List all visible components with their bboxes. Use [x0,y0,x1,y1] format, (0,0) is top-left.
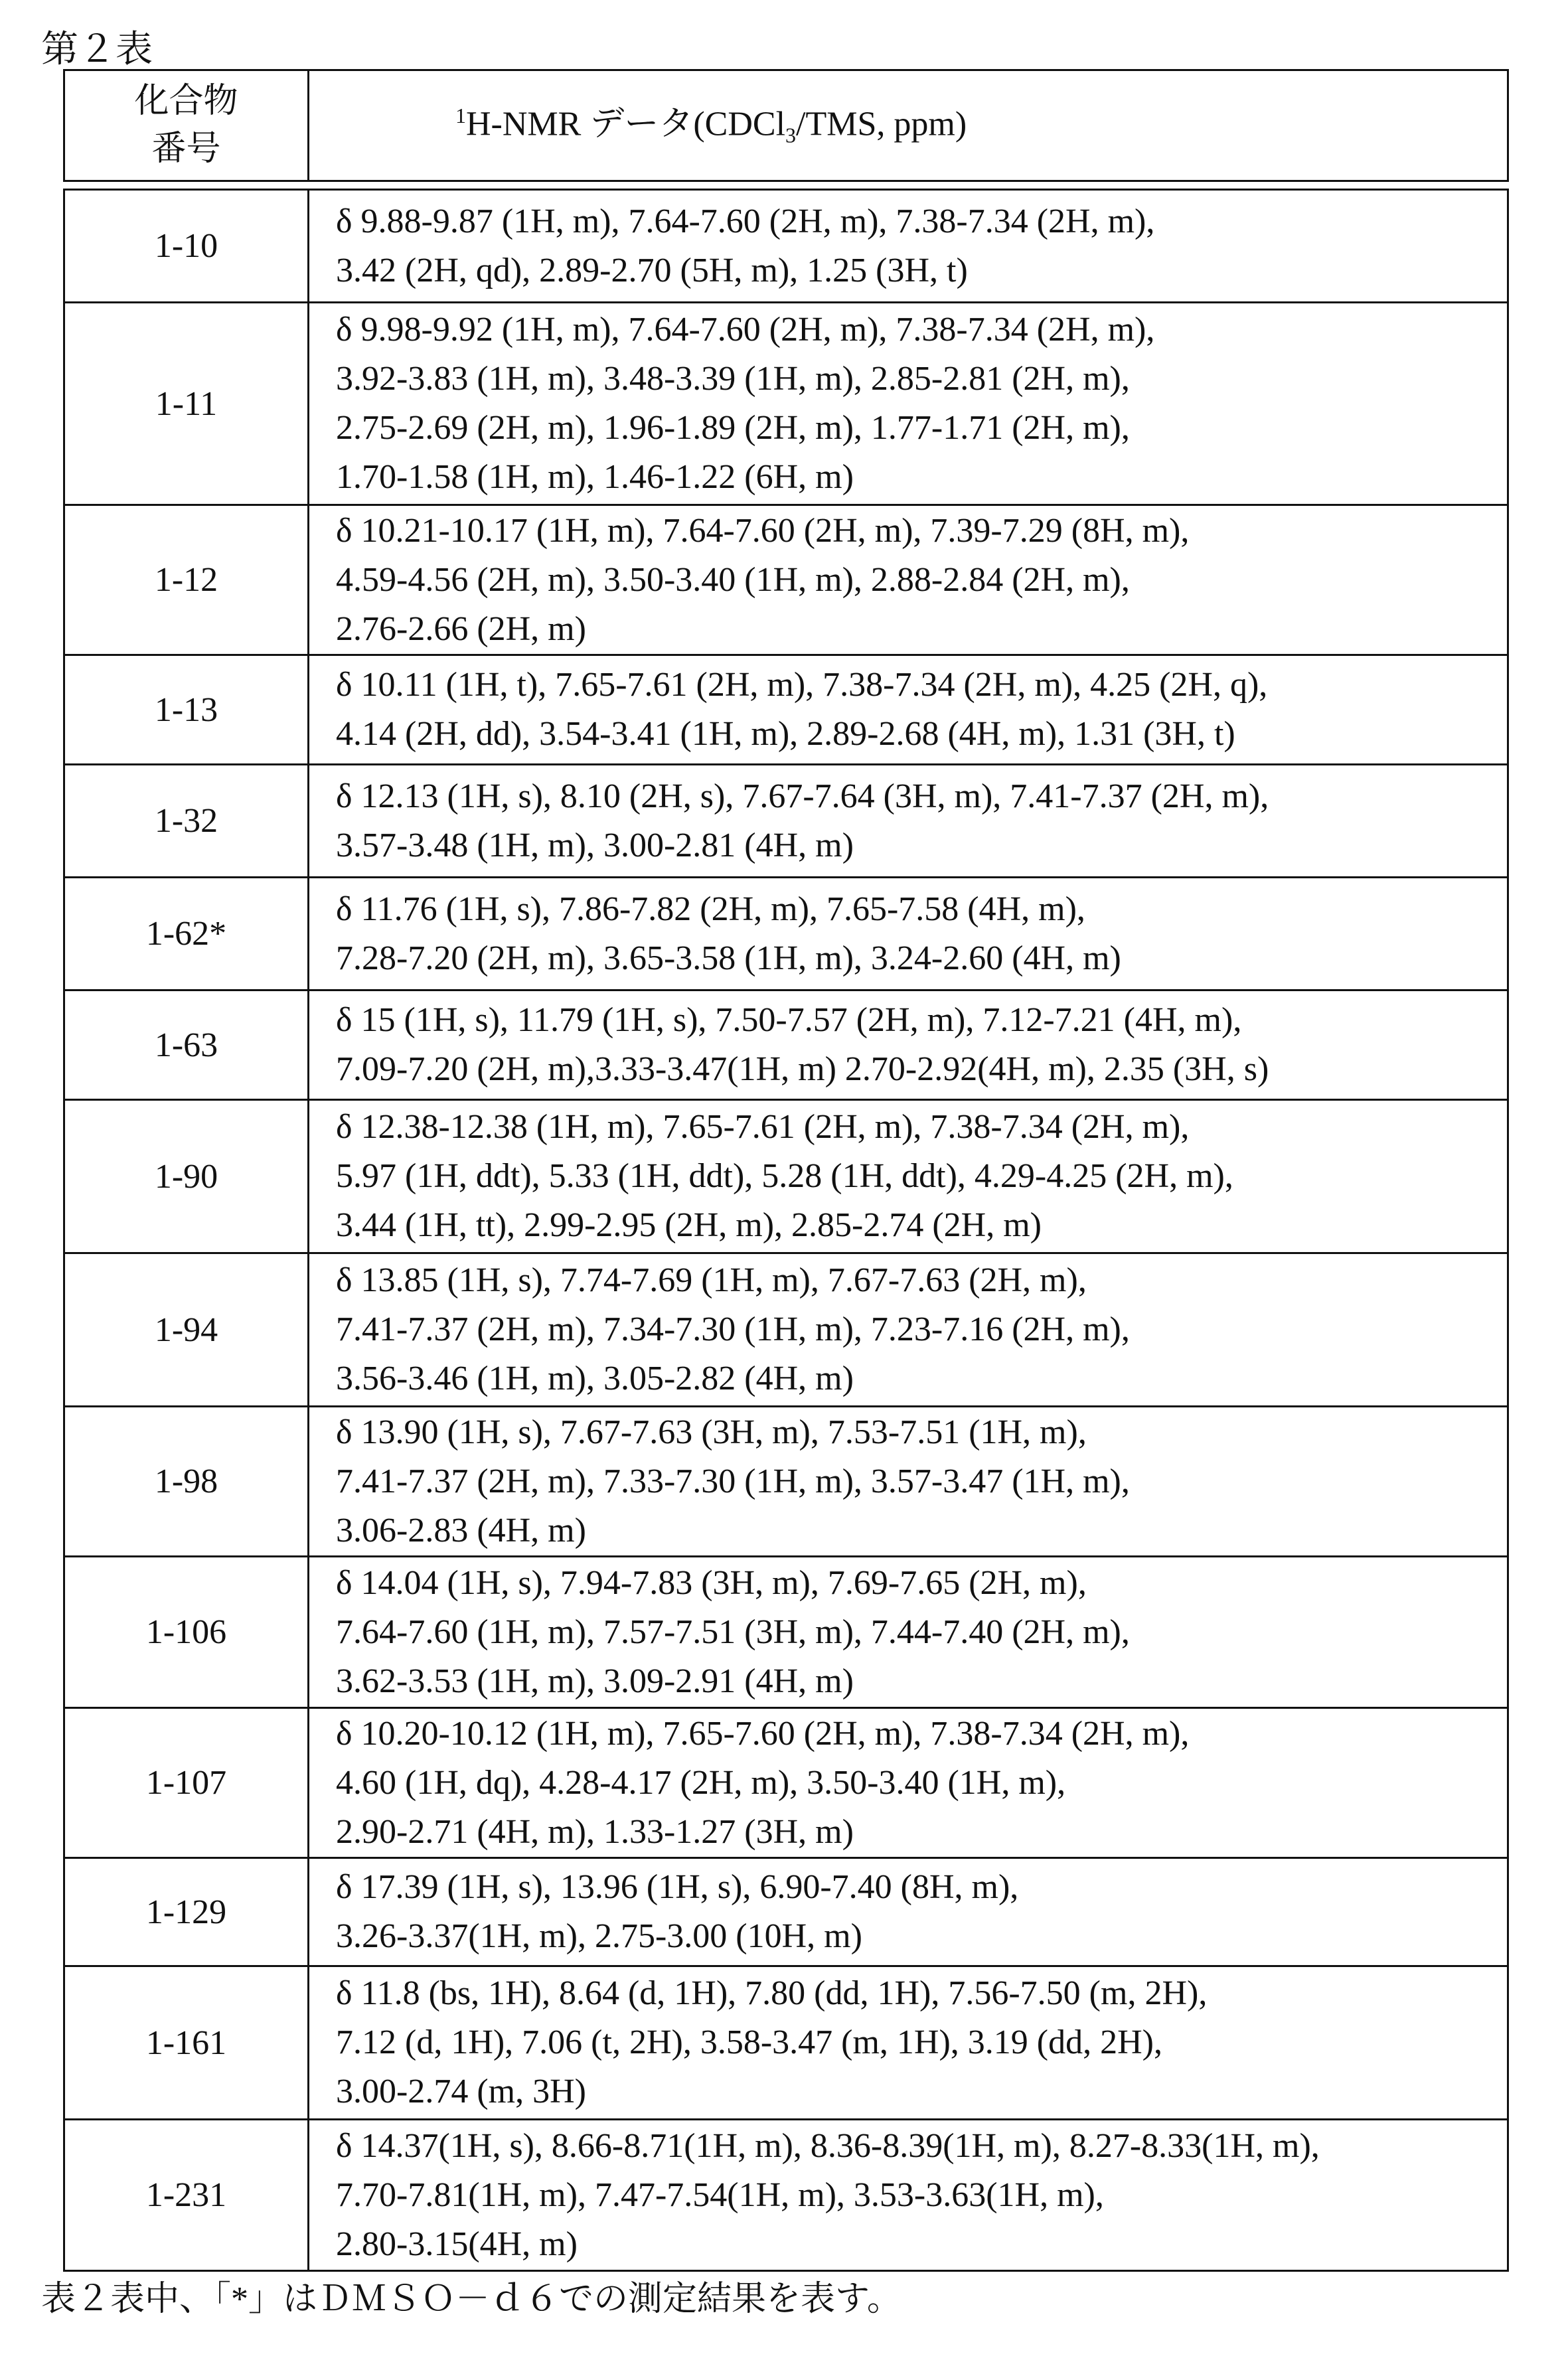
table-row [64,1708,1508,1858]
nmr-data-line: δ 12.13 (1H, s), 8.10 (2H, s), 7.67-7.64 (3H, m), 7.41-7.37 (2H, m), [336,772,1507,821]
nmr-data-line: δ 9.98-9.92 (1H, m), 7.64-7.60 (2H, m), 7.38-7.34 (2H, m), [336,305,1507,355]
compound-number: 1-107 [64,1708,309,1858]
header-nmr-sup: 1 [455,104,466,127]
table-row [64,1557,1508,1708]
nmr-data-line: 4.59-4.56 (2H, m), 3.50-3.40 (1H, m), 2.88-2.84 (2H, m), [336,556,1507,605]
compound-number: 1-94 [64,1253,309,1407]
nmr-data-cell [309,655,1508,765]
header-separator [64,181,1508,190]
compound-number: 1-63 [64,990,309,1100]
nmr-data-line: δ 10.21-10.17 (1H, m), 7.64-7.60 (2H, m), 7.39-7.29 (8H, m), [336,507,1507,556]
nmr-data-cell [309,505,1508,655]
table-row [64,190,1508,303]
compound-number: 1-12 [64,505,309,655]
nmr-data-line: δ 10.20-10.12 (1H, m), 7.65-7.60 (2H, m), 7.38-7.34 (2H, m), [336,1709,1507,1759]
nmr-data-line: 2.76-2.66 (2H, m) [336,605,1507,654]
nmr-data-cell [309,1557,1508,1708]
nmr-data-line: 3.57-3.48 (1H, m), 3.00-2.81 (4H, m) [336,821,1507,870]
nmr-data-line: δ 10.11 (1H, t), 7.65-7.61 (2H, m), 7.38-7.34 (2H, m), 4.25 (2H, q), [336,661,1507,710]
header-nmr-post: /TMS, ppm) [796,105,967,143]
nmr-data-line: 1.70-1.58 (1H, m), 1.46-1.22 (6H, m) [336,453,1507,502]
nmr-data-line: 7.41-7.37 (2H, m), 7.34-7.30 (1H, m), 7.23-7.16 (2H, m), [336,1305,1507,1354]
nmr-data-line: 7.09-7.20 (2H, m),3.33-3.47(1H, m) 2.70-2.92(4H, m), 2.35 (3H, s) [336,1045,1507,1094]
nmr-data-line: 4.60 (1H, dq), 4.28-4.17 (2H, m), 3.50-3.40 (1H, m), [336,1759,1507,1808]
nmr-data-line: 4.14 (2H, dd), 3.54-3.41 (1H, m), 2.89-2.68 (4H, m), 1.31 (3H, t) [336,710,1507,759]
nmr-data-line: 3.56-3.46 (1H, m), 3.05-2.82 (4H, m) [336,1354,1507,1403]
nmr-data-line: 3.44 (1H, tt), 2.99-2.95 (2H, m), 2.85-2.74 (2H, m) [336,1201,1507,1250]
nmr-data-line: δ 14.37(1H, s), 8.66-8.71(1H, m), 8.36-8.39(1H, m), 8.27-8.33(1H, m), [336,2122,1507,2171]
compound-number: 1-161 [64,1966,309,2120]
nmr-data-line: 7.70-7.81(1H, m), 7.47-7.54(1H, m), 3.53-3.63(1H, m), [336,2171,1507,2220]
compound-number: 1-106 [64,1557,309,1708]
compound-number: 1-231 [64,2120,309,2271]
nmr-data-cell [309,1966,1508,2120]
table-row [64,1253,1508,1407]
nmr-data-line: 7.12 (d, 1H), 7.06 (t, 2H), 3.58-3.47 (m, 1H), 3.19 (dd, 2H), [336,2018,1507,2067]
nmr-data-line: δ 11.76 (1H, s), 7.86-7.82 (2H, m), 7.65-7.58 (4H, m), [336,885,1507,934]
nmr-data-line: δ 15 (1H, s), 11.79 (1H, s), 7.50-7.57 (2H, m), 7.12-7.21 (4H, m), [336,996,1507,1045]
header-compound-number [64,70,309,181]
nmr-data-line: 2.80-3.15(4H, m) [336,2220,1507,2269]
table-row [64,878,1508,990]
nmr-data-line: 7.28-7.20 (2H, m), 3.65-3.58 (1H, m), 3.24-2.60 (4H, m) [336,934,1507,983]
nmr-data-cell [309,990,1508,1100]
nmr-data-line: 3.00-2.74 (m, 3H) [336,2067,1507,2116]
nmr-data-line: δ 17.39 (1H, s), 13.96 (1H, s), 6.90-7.40 (8H, m), [336,1863,1507,1912]
compound-number: 1-98 [64,1407,309,1557]
nmr-data-cell [309,1100,1508,1253]
nmr-data-line: 2.75-2.69 (2H, m), 1.96-1.89 (2H, m), 1.77-1.71 (2H, m), [336,404,1507,453]
nmr-data-cell [309,765,1508,878]
header-nmr-data [309,70,1508,181]
nmr-data-line: 3.06-2.83 (4H, m) [336,1506,1507,1555]
compound-number: 1-10 [64,190,309,303]
compound-number: 1-13 [64,655,309,765]
table-row [64,1407,1508,1557]
nmr-data-line: δ 12.38-12.38 (1H, m), 7.65-7.61 (2H, m), 7.38-7.34 (2H, m), [336,1103,1507,1152]
nmr-data-cell [309,1407,1508,1557]
compound-number: 1-32 [64,765,309,878]
footnote: 表２表中、「*」はＤＭＳＯ－ｄ６での測定結果を表す。 [41,2270,902,2320]
nmr-data-line: 3.42 (2H, qd), 2.89-2.70 (5H, m), 1.25 (3H, t) [336,246,1507,295]
nmr-data-cell [309,2120,1508,2271]
table-row [64,765,1508,878]
compound-number: 1-11 [64,303,309,505]
nmr-data-line: 3.92-3.83 (1H, m), 3.48-3.39 (1H, m), 2.85-2.81 (2H, m), [336,355,1507,404]
nmr-data-line: δ 13.90 (1H, s), 7.67-7.63 (3H, m), 7.53-7.51 (1H, m), [336,1408,1507,1457]
nmr-data-cell [309,878,1508,990]
table-row [64,1966,1508,2120]
table-row [64,505,1508,655]
table-title: 第２表 [41,20,153,73]
nmr-data-line: δ 9.88-9.87 (1H, m), 7.64-7.60 (2H, m), 7.38-7.34 (2H, m), [336,197,1507,246]
table-row [64,990,1508,1100]
nmr-data-cell [309,190,1508,303]
header-nmr-pre: H-NMR データ(CDCl [466,105,785,143]
nmr-data-line: 3.62-3.53 (1H, m), 3.09-2.91 (4H, m) [336,1657,1507,1706]
table-row [64,1858,1508,1966]
nmr-data-line: δ 14.04 (1H, s), 7.94-7.83 (3H, m), 7.69-7.65 (2H, m), [336,1559,1507,1608]
header-compound-line1: 化合物 [65,78,307,125]
nmr-data-line: 7.41-7.37 (2H, m), 7.33-7.30 (1H, m), 3.57-3.47 (1H, m), [336,1457,1507,1506]
compound-number: 1-129 [64,1858,309,1966]
table-row [64,303,1508,505]
nmr-data-cell [309,1708,1508,1858]
nmr-data-table [63,69,1509,2272]
header-compound-line2: 番号 [65,125,307,173]
compound-number: 1-90 [64,1100,309,1253]
nmr-data-line: 5.97 (1H, ddt), 5.33 (1H, ddt), 5.28 (1H, ddt), 4.29-4.25 (2H, m), [336,1152,1507,1201]
nmr-data-cell [309,1858,1508,1966]
nmr-data-line: δ 13.85 (1H, s), 7.74-7.69 (1H, m), 7.67-7.63 (2H, m), [336,1256,1507,1305]
nmr-data-cell [309,1253,1508,1407]
header-nmr-sub: 3 [785,123,796,147]
nmr-data-cell [309,303,1508,505]
nmr-data-line: 2.90-2.71 (4H, m), 1.33-1.27 (3H, m) [336,1808,1507,1857]
nmr-data-line: 7.64-7.60 (1H, m), 7.57-7.51 (3H, m), 7.44-7.40 (2H, m), [336,1608,1507,1657]
table-header-row [64,70,1508,181]
nmr-data-line: 3.26-3.37(1H, m), 2.75-3.00 (10H, m) [336,1912,1507,1961]
table-row [64,1100,1508,1253]
table-row [64,655,1508,765]
compound-number: 1-62* [64,878,309,990]
table-row [64,2120,1508,2271]
nmr-data-line: δ 11.8 (bs, 1H), 8.64 (d, 1H), 7.80 (dd, 1H), 7.56-7.50 (m, 2H), [336,1969,1507,2018]
